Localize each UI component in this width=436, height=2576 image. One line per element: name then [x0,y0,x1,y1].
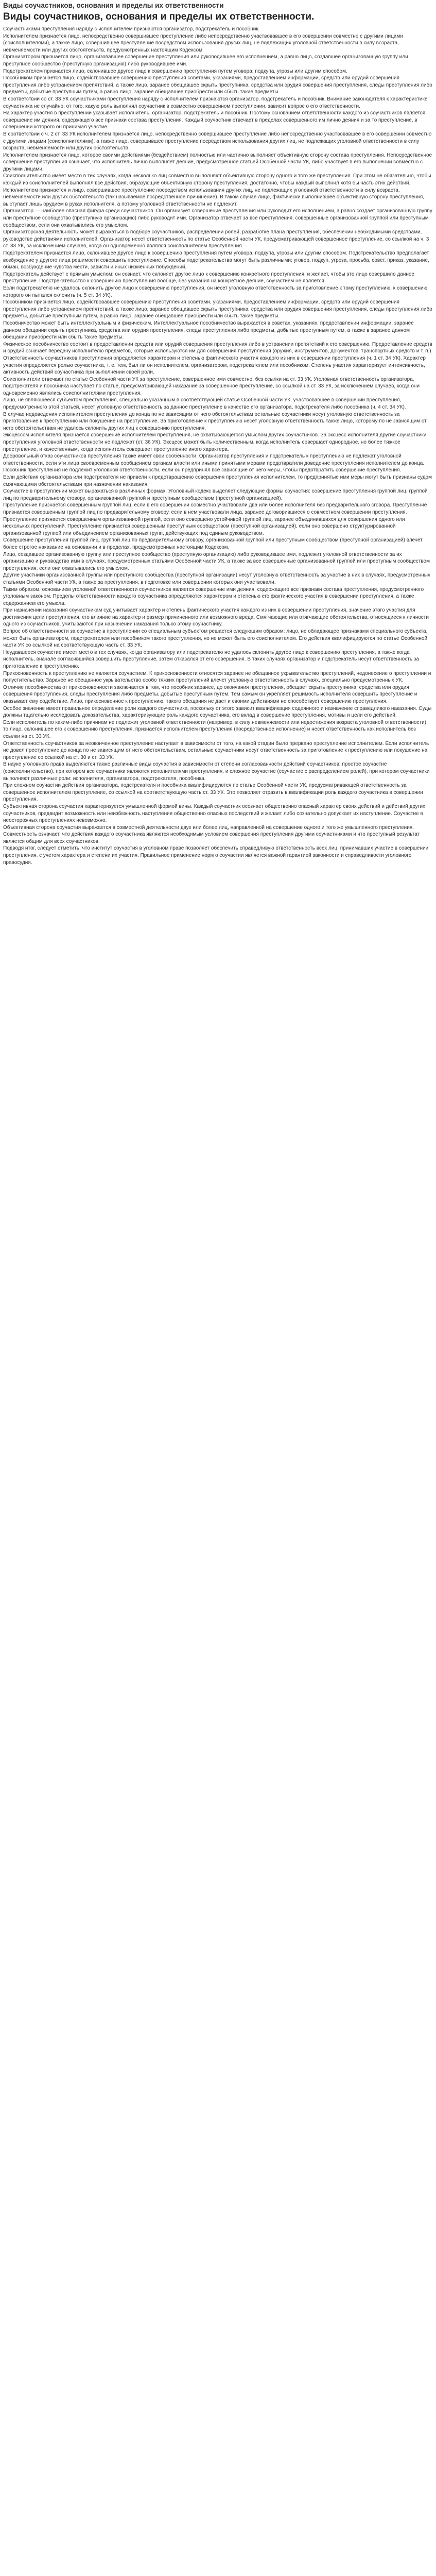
paragraph: При назначении наказания соучастникам суд учитывает характер и степень фактического участия каждого из них в совершении преступления, значение этого участия для достижения цели преступления, его влияние на характер и размер причиненного или возможного вреда. Смягчающие или отягчающие обстоятельства, относящиеся к личности одного из соучастников, учитываются при назначении наказания только этому соучастнику. [3,607,429,628]
paragraph: Эксцессом исполнителя признается совершение исполнителем преступления, не охватывающегося умыслом других соучастников. За эксцесс исполнителя другие соучастники преступления уголовной ответственности не подлежат (ст. 36 УК). Эксцесс может быть количественным, когда исполнитель совершает однородное, но более тяжкое преступление, и качественным, когда исполнитель совершает преступление иного характера. [3,432,427,452]
paragraph: Лицо, не являющееся субъектом преступления, специально указанным в соответствующей статье Особенной части УК, участвовавшее в совершении преступления, предусмотренного этой статьей, несет уголовную ответственность за данное преступление в качестве его организатора, подстрекателя либо пособника (ч. 4 ст. 34 УК). [3,397,406,411]
paragraph: Подводя итог, следует отметить, что институт соучастия в уголовном праве позволяет обеспечить справедливую ответственность всех лиц, принимавших участие в совершении преступления, с учетом характера и степени их участия. Правильное применение норм о соучастии является важной гарантией законности и справедливости уголовного правосудия. [3,845,429,866]
paragraph: Подстрекатель действует с прямым умыслом: он сознает, что склоняет другое лицо к совершению конкретного преступления, и желает, чтобы это лицо совершило данное преступление. Подстрекательство к совершению преступления вообще, без указания на конкретное деяние, соучастием не является. [3,271,415,284]
paragraph: В соответствии со ст. 33 УК соучастниками преступления наряду с исполнителем признаются организатор, подстрекатель и пособник. Внимание законодателя к характеристике соучастника не случайно: от того, какую роль выполнял соучастник в совместно совершенном преступлении, зависит вопрос о его ответственности. [3,96,428,109]
paragraph: Исполнителем признается лицо, непосредственно совершившее преступление либо непосредственно участвовавшее в его совершении совместно с другими лицами (соисполнителями), а также лицо, совершившее преступление посредством использования других лиц, не подлежащих уголовной ответственности в силу возраста, невменяемости или других обстоятельств, предусмотренных настоящим Кодексом. [3,33,403,53]
paragraph: Организатор — наиболее опасная фигура среди соучастников. Он организует совершение преступления или руководит его исполнением, а равно создает организованную группу или преступное сообщество (преступную организацию) либо руководит ими. Организатор отвечает за все преступления, совершенные организованной группой или преступным сообществом, если они охватывались его умыслом. [3,208,432,228]
paragraph: В случае недоведения исполнителем преступления до конца по не зависящим от него обстоятельствам остальные соучастники несут уголовную ответственность за приготовление к преступлению или покушение на преступление. За приготовление к преступлению несет уголовную ответственность также лицо, которому по не зависящим от него обстоятельствам не удалось склонить других лиц к совершению преступления. [3,411,427,431]
paragraph: Соисполнительство имеет место в тех случаях, когда несколько лиц совместно выполняют объективную сторону одного и того же преступления. При этом не обязательно, чтобы каждый из соисполнителей выполнял все действия, образующие объективную сторону преступления; достаточно, чтобы каждый выполнил хотя бы часть этих действий. [3,173,431,187]
paragraph: Совершение преступления группой лиц, группой лиц по предварительному сговору, организованной группой или преступным сообществом (преступной организацией) влечет более строгое наказание на основании и в пределах, предусмотренных настоящим Кодексом. [3,537,423,550]
paragraph: Исполнителем признается лицо, которое своими действиями (бездействием) полностью или частично выполняет объективную сторону состава преступления. Непосредственное совершение преступления означает, что исполнитель лично выполняет деяние, предусмотренное статьей Особенной части УК, либо участвует в его выполнении совместно с другими лицами. [3,152,432,172]
paragraph: Субъективная сторона соучастия характеризуется умышленной формой вины. Каждый соучастник осознает общественно опасный характер своих действий и действий других соучастников, предвидит возможность или неизбежность наступления общественно опасных последствий и желает либо сознательно допускает их наступление. Соучастие в неосторожных преступлениях невозможно. [3,803,426,824]
paragraph: Другие участники организованной группы или преступного сообщества (преступной организации) несут уголовную ответственность за участие в них в случаях, предусмотренных статьями Особенной части УК, а также за преступления, в подготовке или совершении которых они участвовали. [3,572,430,585]
paragraph: Вопрос об ответственности за соучастие в преступлении со специальным субъектом решается следующим образом: лицо, не обладающее признаками специального субъекта, может быть организатором, подстрекателем или пособником такого преступления, но не может быть его соисполнителем. Его действия квалифицируются по статье Особенной части УК со ссылкой на соответствующую часть ст. 33 УК. [3,629,428,649]
paragraph: Физическое пособничество состоит в предоставлении средств или орудий совершения преступления либо в устранении препятствий к его совершению. Предоставление средств и орудий означает передачу исполнителю предметов, которые используются им для совершения преступления (оружия, инструментов, документов, транспортных средств и т. п.). [3,341,433,354]
paragraph: Преступление признается совершенным организованной группой, если оно совершено устойчивой группой лиц, заранее объединившихся для совершения одного или нескольких преступлений. Преступление признается совершенным преступным сообществом (преступной организацией), если оно совершено структурированной организованной группой или объединением организованных групп, действующих под единым руководством. [3,516,405,536]
paragraph: Соучастие в преступлении может выражаться в различных формах. Уголовный кодекс выделяет следующие формы соучастия: совершение преступления группой лиц, группой лиц по предварительному сговору, организованной группой и преступным сообществом (преступной организацией). [3,488,428,501]
paragraph: Соучастниками преступления наряду с исполнителем признаются организатор, подстрекатель и пособник. [3,26,260,32]
paragraph: Преступление признается совершенным группой лиц, если в его совершении совместно участвовали два или более исполнителя без предварительного сговора. Преступление признается совершенным группой лиц по предварительному сговору, если в нем участвовали лица, заранее договорившиеся о совместном совершении преступления. [3,502,427,515]
paragraph: Подстрекателем признается лицо, склонившее другое лицо к совершению преступления путем уговора, подкупа, угрозы или другим способом. [3,68,347,74]
paragraph: Если исполнитель по каким-либо причинам не подлежит уголовной ответственности (например, в силу невменяемости или недостижения возраста уголовной ответственности), то лицо, склонившее его к совершению преступления, признается исполнителем преступления (посредственное исполнение) и несет ответственность как исполнитель без ссылки на ст. 33 УК. [3,719,428,739]
paragraph: Организаторская деятельность может выражаться в подборе соучастников, распределении ролей, разработке плана преступления, обеспечении необходимыми средствами, руководстве действиями исполнителей. Организатор несет ответственность по статье Особенной части УК, предусматривающей совершенное преступление, со ссылкой на ч. 3 ст. 33 УК, за исключением случаев, когда он одновременно являлся соисполнителем преступления. [3,229,429,249]
paragraph: В науке уголовного права выделяются также различные виды соучастия в зависимости от степени согласованности действий соучастников: простое соучастие (соисполнительство), при котором все соучастники являются исполнителями преступления, и сложное соучастие (соучастие с распределением ролей), при котором соучастники выполняют различные роли: исполнителя, организатора, подстрекателя, пособника. [3,761,430,782]
paragraph: В соответствии с ч. 2 ст. 33 УК исполнителем признается лицо, непосредственно совершившее преступление либо непосредственно участвовавшее в его совершении совместно с другими лицами (соисполнителями), а также лицо, совершившее преступление посредством использования других лиц, не подлежащих уголовной ответственности в силу возраста, невменяемости или других обстоятельств. [3,131,432,151]
paragraph: Таким образом, основанием уголовной ответственности соучастников является совершение ими деяния, содержащего все признаки состава преступления, предусмотренного уголовным законом. Пределы ответственности каждого соучастника определяются характером и степенью его фактического участия в совершении преступления, а также содержанием его умысла. [3,586,424,606]
paragraph: Пособником признается лицо, содействовавшее совершению преступления советами, указаниями, предоставлением информации, средств или орудий совершения преступления либо устранением препятствий, а также лицо, заранее обещавшее скрыть преступника, средства или орудия совершения преступления, следы преступления либо предметы, добытые преступным путем, а равно лицо, заранее обещавшее приобрести или сбыть такие предметы. [3,299,432,319]
paragraph: Пособничество может быть интеллектуальным и физическим. Интеллектуальное пособничество выражается в советах, указаниях, предоставлении информации, заранее данном обещании скрыть преступника, средства или орудия преступления, следы преступления либо предметы, добытые преступным путем, а также в заранее данном обещании приобрести или сбыть такие предметы. [3,320,414,341]
paragraph: Особое значение имеет правильное определение роли каждого соучастника, поскольку от этого зависит квалификация содеянного и назначение справедливого наказания. Суды должны тщательно исследовать доказательства, характеризующие роль каждого соучастника, его вклад в совершение преступления, мотивы и цели его действий. [3,705,432,719]
page-title: Виды соучастников, основания и пределы их ответственности [3,2,224,9]
paragraph: Прикосновенность к преступлению не является соучастием. К прикосновенности относятся заранее не обещанное укрывательство преступлений, недонесение о преступлении и попустительство. Заранее не обещанное укрывательство особо тяжких преступлений влечет уголовную ответственность в случаях, специально предусмотренных УК. [3,670,431,684]
body-text [3,26,433,866]
paragraph: Добровольный отказ соучастников преступления также имеет свои особенности. Организатор преступления и подстрекатель к преступлению не подлежат уголовной ответственности, если эти лица своевременным сообщением органам власти или иными принятыми мерами предотвратили доведение преступления исполнителем до конца. Пособник преступления не подлежит уголовной ответственности, если он предпринял все зависящие от него меры, чтобы предотвратить совершение преступления. [3,453,425,473]
paragraph: Если действия организатора или подстрекателя не привели к предотвращению совершения преступления исполнителем, то предпринятые ими меры могут быть признаны судом смягчающими обстоятельствами при назначении наказания. [3,474,432,487]
paragraph: Подстрекателем признается лицо, склонившее другое лицо к совершению преступления путем уговора, подкупа, угрозы или другим способом. Подстрекательство предполагает возбуждение у другого лица решимости совершить преступление. Способы подстрекательства могут быть различными: уговор, подкуп, угроза, просьба, совет, приказ, указание, обман, возбуждение чувства мести, зависти и иных низменных побуждений. [3,250,429,270]
main-heading: Виды соучастников, основания и пределы их ответственности. [3,11,315,22]
paragraph: Неудавшееся соучастие имеет место в тех случаях, когда организатору или подстрекателю не удалось склонить другое лицо к совершению преступления, а также когда исполнитель, вначале согласившийся совершить преступление, затем отказался от его совершения. В таких случаях организатор и подстрекатель несут ответственность за приготовление к преступлению. [3,649,419,670]
paragraph: Соисполнители отвечают по статье Особенной части УК за преступление, совершенное ими совместно, без ссылки на ст. 33 УК. Уголовная ответственность организатора, подстрекателя и пособника наступает по статье, предусматривающей наказание за совершенное преступление, со ссылкой на ст. 33 УК, за исключением случаев, когда они одновременно являлись соисполнителями преступления. [3,376,420,396]
paragraph: Ответственность соучастников за неоконченное преступление наступает в зависимости от того, на какой стадии было прервано преступление исполнителем. Если исполнитель не довел преступление до конца по не зависящим от него обстоятельствам, остальные соучастники несут ответственность за приготовление к преступлению или покушение на преступление со ссылкой на ст. 30 и ст. 33 УК. [3,740,429,760]
paragraph: Лицо, создавшее организованную группу или преступное сообщество (преступную организацию) либо руководившее ими, подлежит уголовной ответственности за их организацию и руководство ими в случаях, предусмотренных статьями Особенной части УК, а также за все совершенные организованной группой или преступным сообществом преступления, если они охватывались его умыслом. [3,551,430,571]
paragraph: Пособником признается лицо, содействовавшее совершению преступления советами, указаниями, предоставлением информации, средств или орудий совершения преступления либо устранением препятствий, а также лицо, заранее обещавшее скрыть преступника, средства или орудия совершения преступления, следы преступления либо предметы, добытые преступным путем, а равно лицо, заранее обещавшее приобрести или сбыть такие предметы. [3,75,432,95]
paragraph: Если подстрекателю не удалось склонить другое лицо к совершению преступления, он несет уголовную ответственность за приготовление к тому преступлению, к совершению которого он пытался склонить (ч. 5 ст. 34 УК). [3,285,428,298]
paragraph: Объективная сторона соучастия выражается в совместной деятельности двух или более лиц, направленной на совершение одного и того же умышленного преступления. Совместность означает, что действия каждого соучастника являются необходимым условием совершения преступления другими соучастниками и что преступный результат является общим для всех соучастников. [3,824,420,844]
paragraph: Отличие пособничества от прикосновенности заключается в том, что пособник заранее, до окончания преступления, обещает скрыть преступника, средства или орудия совершения преступления, следы преступления либо предметы, добытые преступным путем. Тем самым он укрепляет решимость исполнителя совершить преступление и оказывает ему содействие. Лицо, прикосновенное к преступлению, такого обещания не дает и своими действиями не способствует совершению преступления. [3,684,417,704]
paragraph: Ответственность соучастников преступления определяется характером и степенью фактического участия каждого из них в совершении преступления (ч. 1 ст. 34 УК). Характер участия определяется ролью соучастника, т. е. тем, был ли он исполнителем, организатором, подстрекателем или пособником. Степень участия характеризует интенсивность, активность действий соучастника при выполнении своей роли. [3,355,426,376]
paragraph: Организатором признается лицо, организовавшее совершение преступления или руководившее его исполнением, а равно лицо, создавшее организованную группу или преступное сообщество (преступную организацию) либо руководившее ими. [3,54,408,67]
paragraph: На характер участия в преступлении указывает исполнитель, организатор, подстрекатель и пособник. Поэтому основанием ответственности каждого из соучастников является совершение им деяния, содержащего все признаки состава преступления. Каждый соучастник отвечает в пределах совершенного им лично деяния и за то преступление, в совершении которого он принимал участие. [3,110,426,130]
document-page [0,0,436,866]
paragraph: Исполнителем признается и лицо, совершившее преступление посредством использования других лиц, не подлежащих уголовной ответственности в силу возраста, невменяемости или других обстоятельств (так называемое посредственное причинение). В таком случае лицо, фактически выполнившее объективную сторону преступления, выступает лишь орудием в руках исполнителя, а потому уголовной ответственности не подлежит. [3,187,425,207]
paragraph: При сложном соучастии действия организатора, подстрекателя и пособника квалифицируются по статье Особенной части УК, предусматривающей ответственность за совершенное исполнителем преступление, со ссылкой на соответствующую часть ст. 33 УК. Это позволяет отразить в квалификации роль каждого соучастника в совершении преступления. [3,783,423,803]
